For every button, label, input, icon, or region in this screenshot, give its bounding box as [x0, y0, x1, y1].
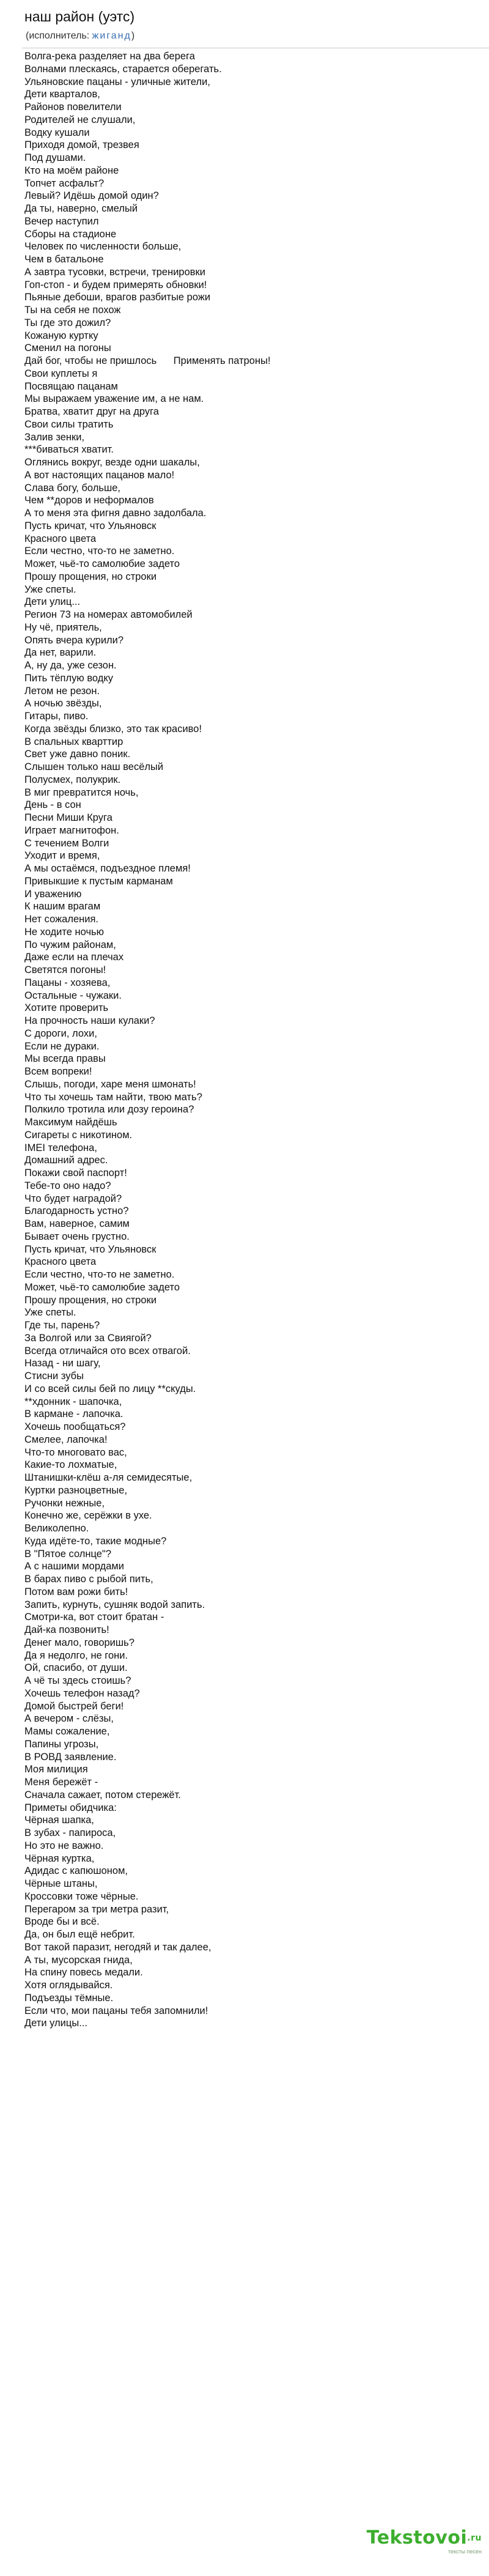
lyric-line: Пьяные дебоши, врагов разбитые рожи [24, 292, 211, 303]
lyric-line: В РОВД заявление. [24, 1751, 117, 1763]
lyric-line: Красного цвета [24, 1256, 97, 1268]
lyric-line: IMEI телефона, [24, 1142, 97, 1153]
song-title: наш район (уэтс) [24, 9, 135, 24]
lyric-line: Адидас с капюшоном, [24, 1865, 128, 1877]
lyric-line: Левый? Идёшь домой один? [24, 190, 159, 202]
lyric-line: Песни Миши Круга [24, 812, 112, 823]
lyric-line: Уже спеты. [24, 583, 76, 595]
lyric-line: Не ходите ночью [24, 926, 105, 938]
performer-link[interactable]: жиганд [92, 31, 131, 41]
lyric-line: К нашим врагам [24, 901, 101, 912]
lyric-line: Сменил на погоны [24, 342, 111, 354]
lyric-line: Опять вчера курили? [24, 634, 124, 646]
lyric-line: Человек по численности больше, [24, 241, 182, 253]
lyric-line: Хочешь пообщаться? [24, 1421, 126, 1432]
lyric-line: Оглянись вокруг, везде одни шакалы, [24, 457, 200, 468]
lyric-line: Пусть кричат, что Ульяновск [24, 520, 156, 531]
lyric-line: Какие-то лохматые, [24, 1459, 117, 1471]
lyric-line: Ты где это дожил? [24, 317, 111, 328]
lyric-line: Мы всегда правы [24, 1053, 106, 1065]
lyric-line: Конечно же, серёжки в ухе. [24, 1510, 152, 1522]
lyric-line: Пацаны - хозяева, [24, 977, 111, 988]
lyric-line: А вот настоящих пацанов мало! [24, 469, 175, 481]
performer-suffix: ) [131, 31, 135, 41]
lyric-line: А ты, мусорская гнида, [24, 1954, 133, 1966]
lyric-line: Чем **доров и неформалов [24, 495, 154, 506]
lyric-line: Регион 73 на номерах автомобилей [24, 609, 193, 620]
lyric-line: В "Пятое солнце"? [24, 1548, 112, 1560]
lyric-line: А то меня эта фигня давно задолбала. [24, 508, 207, 519]
lyric-line: Залив зенки, [24, 431, 85, 443]
lyric-line: Что будет наградой? [24, 1193, 122, 1204]
lyric-line: Ты на себя не похож [24, 305, 121, 316]
lyric-line: Даже если на плечах [24, 952, 124, 963]
lyric-line: Ой, спасибо, от души. [24, 1662, 128, 1674]
lyric-line: Тебе-то оно надо? [24, 1180, 111, 1191]
lyric-line: Может, чьё-то самолюбие задето [24, 1281, 180, 1293]
lyric-line: Слышен только наш весёлый [24, 761, 164, 772]
lyric-line: Волга-река разделяет на два берега [24, 51, 195, 62]
lyric-line: Дети улиц... [24, 596, 81, 608]
lyric-line: В кармане - лапочка. [24, 1408, 123, 1420]
lyric-line: Но это не важно. [24, 1840, 104, 1851]
lyric-line: Дети кварталов, [24, 89, 100, 100]
lyric-line: Если честно, что-то не заметно. [24, 546, 175, 557]
lyric-line: Пить тёплую водку [24, 672, 113, 684]
lyric-line: Куда идёте-то, такие модные? [24, 1535, 167, 1547]
lyric-line: Что ты хочешь там найти, твою мать? [24, 1091, 202, 1103]
lyric-line: Великолепно. [24, 1523, 89, 1534]
lyric-line: Привыкшие к пустым карманам [24, 875, 173, 887]
lyric-line: И со всей силы бей по лицу **скуды. [24, 1383, 196, 1394]
lyric-line: Если не дураки. [24, 1040, 100, 1052]
lyric-line: Стисни зубы [24, 1371, 84, 1382]
lyric-line: Летом не резон. [24, 685, 100, 697]
lyric-line: С течением Волги [24, 837, 109, 849]
lyric-line: А вечером - слёзы, [24, 1713, 114, 1725]
lyric-line: Покажи свой паспорт! [24, 1168, 127, 1179]
lyric-line: А завтра тусовки, встречи, тренировки [24, 266, 205, 278]
lyric-line: Волнами плескаясь, старается оберегать. [24, 63, 222, 75]
lyrics-text [24, 50, 465, 2030]
lyric-line: Назад - ни шагу, [24, 1358, 101, 1369]
lyric-line: Водку кушали [24, 127, 90, 138]
lyric-line: На прочность наши кулаки? [24, 1015, 155, 1026]
lyric-line: Потом вам рожи бить! [24, 1586, 128, 1597]
lyric-line: Что-то многовато вас, [24, 1446, 127, 1458]
lyric-line: Чёрная куртка, [24, 1852, 95, 1864]
lyric-line: Вам, наверное, самим [24, 1218, 130, 1229]
lyric-line: Дай-ка позвонить! [24, 1624, 109, 1635]
lyric-line: Ручонки нежные, [24, 1497, 105, 1509]
lyric-line: Где ты, парень? [24, 1320, 100, 1331]
lyric-line: В барах пиво с рыбой пить, [24, 1574, 153, 1585]
lyric-line: Дети улицы... [24, 2018, 87, 2029]
lyric-line: Полусмех, полукрик. [24, 774, 121, 785]
lyric-line: Запить, курнуть, сушняк водой запить. [24, 1599, 205, 1610]
lyric-line: Всегда отличайся ото всех отвагой. [24, 1345, 191, 1356]
lyric-line: Да нет, варили. [24, 647, 97, 659]
lyric-line: Сборы на стадионе [24, 228, 117, 240]
lyric-line: Районов повелители [24, 102, 122, 113]
lyric-line: Уже спеты. [24, 1307, 76, 1319]
lyric-line: Смотри-ка, вот стоит братан - [24, 1612, 164, 1623]
lyric-line: Да я недолго, не гони. [24, 1649, 128, 1661]
lyric-line: Гитары, пиво. [24, 711, 89, 722]
lyric-line: Посвящаю пацанам [24, 380, 118, 392]
site-logo-tld: .ru [467, 2533, 482, 2543]
lyric-line: В зубах - папироса, [24, 1827, 116, 1838]
lyric-line: Братва, хватит друг на друга [24, 406, 159, 417]
lyric-line: Уходит и время, [24, 850, 100, 862]
lyric-line: Чёрная шапка, [24, 1815, 94, 1826]
lyric-line: Играет магнитофон. [24, 824, 119, 836]
lyric-line: Свои силы тратить [24, 418, 114, 430]
lyric-line: Кто на моём районе [24, 165, 119, 176]
lyric-line: Ну чё, приятель, [24, 621, 102, 633]
lyric-line: Мамы сожаление, [24, 1726, 110, 1737]
lyric-line: Хочешь телефон назад? [24, 1687, 140, 1699]
lyric-line: Пусть кричат, что Ульяновск [24, 1243, 156, 1255]
lyric-line: Денег мало, говоришь? [24, 1637, 134, 1648]
lyric-line: Сначала сажает, потом стережёт. [24, 1789, 181, 1801]
lyric-line: Светятся погоны! [24, 964, 106, 975]
lyric-line: Хотя оглядывайся. [24, 1980, 113, 1991]
lyric-line: Да ты, наверно, смелый [24, 203, 138, 214]
lyric-line: Благодарность устно? [24, 1205, 129, 1217]
lyric-line: **хдонник - шапочка, [24, 1396, 122, 1407]
lyric-line: Всем вопреки! [24, 1066, 92, 1077]
lyric-line: Папины угрозы, [24, 1738, 99, 1750]
lyric-line: Когда звёзды близко, это так красиво! [24, 723, 202, 735]
lyric-line: А с нашими мордами [24, 1561, 124, 1572]
lyric-line: Смелее, лапочка! [24, 1434, 108, 1445]
lyric-line: В миг превратится ночь, [24, 786, 139, 798]
lyric-line: Свет уже давно поник. [24, 749, 131, 760]
performer-prefix: (исполнитель: [26, 31, 92, 41]
lyric-line: На спину повесь медали. [24, 1967, 143, 1978]
lyric-line: ***биваться хватит. [24, 444, 114, 456]
lyric-line: И уважению [24, 888, 82, 900]
lyric-line: Полкило тротила или дозу героина? [24, 1104, 194, 1116]
lyric-line: Сигареты с никотином. [24, 1129, 133, 1141]
lyric-line: Домой быстрей беги! [24, 1700, 124, 1712]
lyric-line: Подъезды тёмные. [24, 1992, 114, 2004]
lyric-line: С дороги, лохи, [24, 1027, 97, 1039]
lyric-line: Чёрные штаны, [24, 1878, 98, 1889]
lyric-line: Может, чьё-то самолюбие задето [24, 558, 180, 569]
lyric-line: А чё ты здесь стоишь? [24, 1675, 131, 1686]
lyric-line: Домашний адрес. [24, 1155, 108, 1166]
lyric-line: А мы остаёмся, подъездное племя! [24, 863, 191, 874]
lyric-line: А ночью звёзды, [24, 698, 102, 709]
lyric-line: Прошу прощения, но строки [24, 1294, 157, 1306]
lyric-line: Вот такой паразит, негодяй и так далее, [24, 1941, 211, 1953]
lyric-line: Если что, мои пацаны тебя запомнили! [24, 2005, 208, 2016]
lyric-line: А, ну да, уже сезон. [24, 660, 117, 671]
lyric-line: Красного цвета [24, 533, 97, 544]
lyric-line: Гоп-стоп - и будем примерять обновки! [24, 279, 207, 291]
lyric-line: Слышь, погоди, харе меня шмонать! [24, 1078, 196, 1090]
lyric-line: Хотите проверить [24, 1002, 109, 1014]
lyric-line: Ульяновские пацаны - уличные жители, [24, 76, 210, 87]
lyric-line: Дай бог, чтобы не пришлось Применять патроны! [24, 355, 271, 366]
lyric-line: Топчет асфальт? [24, 177, 105, 189]
lyric-line: Куртки разноцветные, [24, 1484, 128, 1496]
lyric-line: Нет сожаления. [24, 914, 98, 925]
lyric-line: День - в сон [24, 799, 81, 811]
lyric-line: Приметы обидчика: [24, 1802, 117, 1813]
site-tagline: тексты песен [447, 2548, 482, 2555]
lyric-line: Вроде бы и всё. [24, 1916, 100, 1928]
lyric-line: Вечер наступил [24, 215, 99, 227]
lyric-line: Свои куплеты я [24, 368, 98, 379]
lyric-line: Моя милиция [24, 1764, 88, 1775]
performer-line [26, 29, 134, 43]
lyric-line: За Волгой или за Свиягой? [24, 1332, 152, 1344]
site-logo[interactable] [367, 2528, 482, 2555]
lyric-line: Да, он был ещё небрит. [24, 1929, 135, 1940]
lyric-line: Родителей не слушали, [24, 114, 136, 125]
lyric-line: Чем в батальоне [24, 254, 104, 265]
lyric-line: В спальных кварттир [24, 736, 123, 747]
lyric-line: Мы выражаем уважение им, а не нам. [24, 393, 204, 405]
lyric-line: Слава богу, больше, [24, 482, 120, 494]
lyric-line: Приходя домой, трезвея [24, 139, 139, 151]
lyric-line: Бывает очень грустно. [24, 1231, 130, 1242]
site-logo-text [367, 2528, 482, 2548]
lyric-line: Если честно, что-то не заметно. [24, 1269, 175, 1280]
lyric-line: По чужим районам, [24, 939, 116, 950]
lyric-line: Штанишки-клёш а-ля семидесятые, [24, 1472, 193, 1483]
lyric-line: Прошу прощения, но строки [24, 571, 157, 582]
lyric-line: Максимум найдёшь [24, 1117, 117, 1128]
lyric-line: Меня бережёт - [24, 1777, 98, 1788]
lyric-line: Кроссовки тоже чёрные. [24, 1890, 139, 1902]
site-logo-name: Tekstovoi [366, 2527, 468, 2548]
lyric-line: Перегаром за три метра разит, [24, 1903, 169, 1915]
lyric-line: Под душами. [24, 152, 86, 163]
lyric-line: Остальные - чужаки. [24, 990, 122, 1001]
lyric-line: Кожаную куртку [24, 330, 98, 341]
